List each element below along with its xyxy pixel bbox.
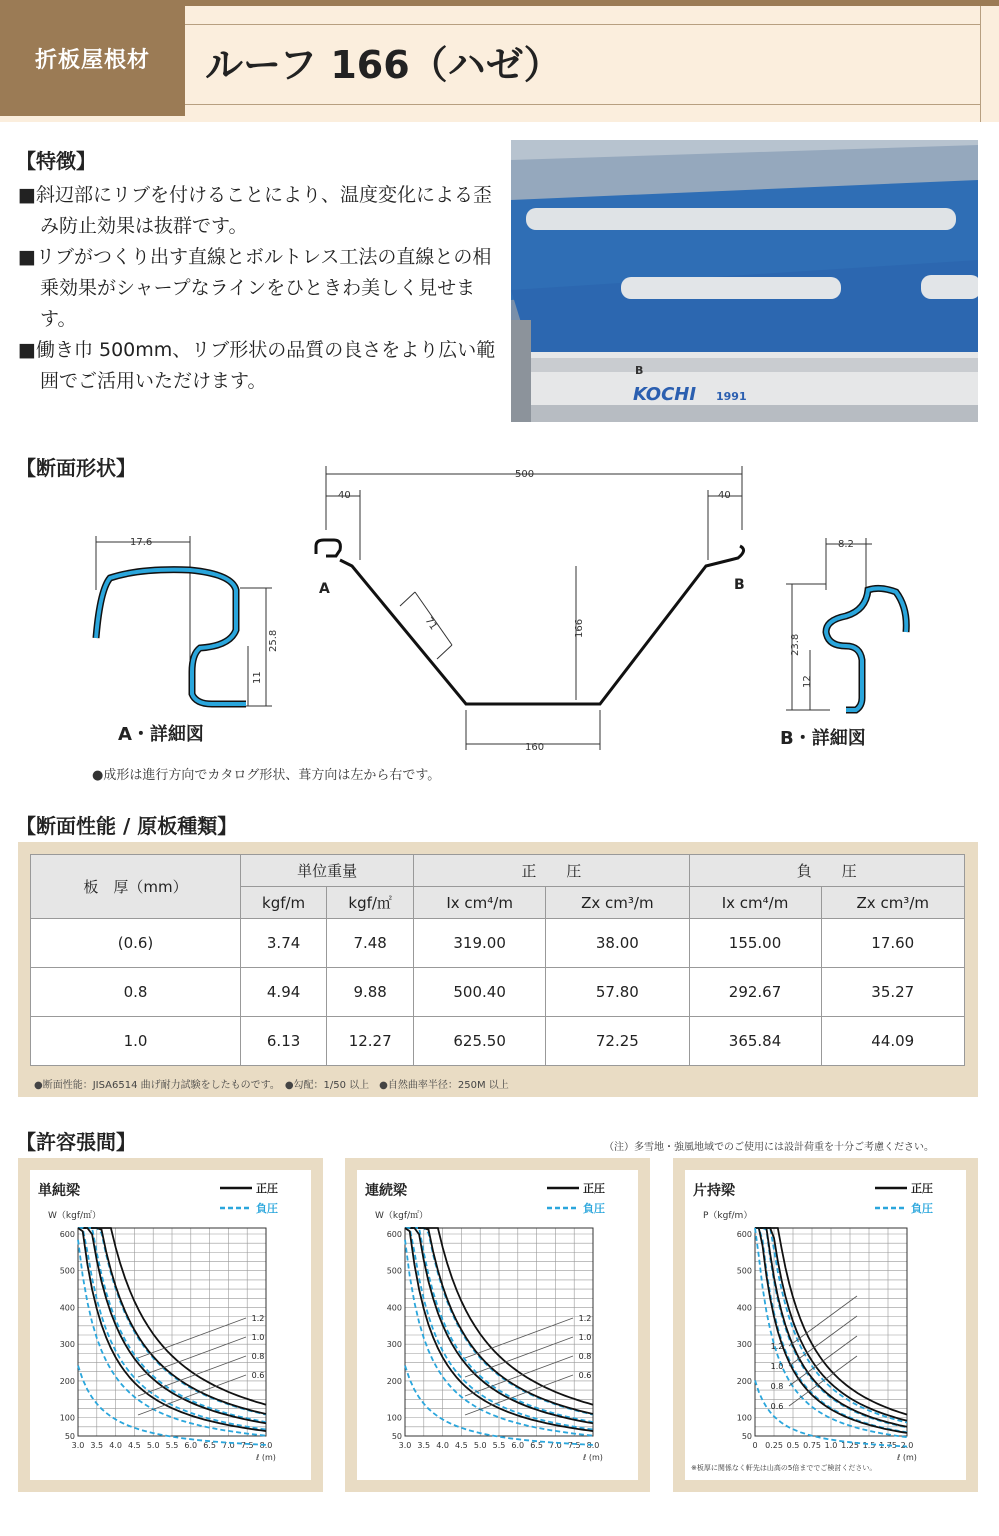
cell: 292.67 — [689, 968, 821, 1017]
thickness-label: 1.0 — [251, 1333, 265, 1342]
header-rule-top — [185, 24, 981, 25]
dim-edge-right: 40 — [718, 490, 731, 501]
th-weight: 単位重量 — [241, 855, 414, 887]
th-sub: Zx cm³/m — [821, 887, 964, 919]
cell: 17.60 — [821, 919, 964, 968]
legend-positive-label: 正圧 — [583, 1182, 605, 1195]
y-tick-label: 500 — [386, 1266, 402, 1276]
cell: 57.80 — [546, 968, 689, 1017]
y-axis-label: P（kgf/m） — [703, 1211, 753, 1221]
cell: 625.50 — [414, 1017, 546, 1066]
y-tick-label: 200 — [736, 1376, 752, 1386]
features-heading: 【特徴】 — [16, 149, 96, 173]
x-tick-label: 1.25 — [841, 1441, 859, 1450]
x-axis-label: ℓ (m) — [583, 1453, 603, 1462]
cell: 4.94 — [241, 968, 327, 1017]
x-tick-label: 3.0 — [71, 1441, 85, 1450]
cell: 9.88 — [327, 968, 414, 1017]
x-axis-label: ℓ (m) — [256, 1453, 276, 1462]
cell: 3.74 — [241, 919, 327, 968]
x-tick-label: 8.0 — [586, 1441, 600, 1450]
chart-title: 単純梁 — [38, 1183, 80, 1199]
x-tick-label: 0 — [752, 1441, 758, 1450]
dim-a-width: 17.6 — [130, 537, 153, 548]
performance-table-panel — [18, 842, 978, 1097]
detail-b-label: B・詳細図 — [780, 728, 866, 749]
cell: 1.0 — [31, 1017, 241, 1066]
legend-negative-label: 負圧 — [583, 1202, 605, 1215]
chart-simple-beam — [30, 1170, 311, 1480]
y-tick-label: 100 — [59, 1413, 75, 1423]
cell: 0.8 — [31, 968, 241, 1017]
y-tick-label: 100 — [386, 1413, 402, 1423]
chart-panel-cantilever — [673, 1158, 978, 1492]
thickness-leader — [138, 1318, 246, 1358]
th-negative: 負 圧 — [689, 855, 964, 887]
photo-mark: B — [635, 364, 644, 377]
label-b: B — [734, 577, 745, 593]
x-tick-label: 7.0 — [222, 1441, 235, 1450]
dim-b-width: 8.2 — [838, 539, 854, 550]
th-sub: Ix cm⁴/m — [414, 887, 546, 919]
dim-b-h1: 23.8 — [790, 633, 801, 656]
legend-negative-label: 負圧 — [911, 1202, 933, 1215]
x-tick-label: 3.0 — [398, 1441, 412, 1450]
y-tick-label: 50 — [741, 1432, 752, 1441]
header-rule-bottom — [185, 104, 981, 105]
chart-cantilever — [685, 1170, 966, 1480]
x-tick-label: 4.5 — [128, 1441, 141, 1450]
y-tick-label: 300 — [59, 1340, 75, 1350]
x-tick-label: 7.5 — [567, 1441, 581, 1450]
dim-slope: 71 — [422, 615, 439, 633]
y-tick-label: 600 — [59, 1230, 75, 1239]
building-photo — [511, 140, 978, 422]
thickness-label: 0.6 — [578, 1371, 592, 1380]
dim-a-h1: 25.8 — [268, 629, 279, 652]
cell: 44.09 — [821, 1017, 964, 1066]
cell: 12.27 — [327, 1017, 414, 1066]
x-tick-label: 1.5 — [862, 1441, 876, 1450]
y-tick-label: 50 — [391, 1432, 402, 1441]
thickness-label: 0.8 — [578, 1352, 592, 1361]
shape-heading: 【断面形状】 — [16, 456, 136, 480]
x-tick-label: 1.0 — [824, 1441, 838, 1450]
label-a: A — [319, 581, 330, 597]
y-tick-label: 400 — [736, 1303, 752, 1313]
th-thickness: 板 厚（mm） — [31, 855, 241, 919]
cell: (0.6) — [31, 919, 241, 968]
thickness-label: 1.2 — [578, 1314, 592, 1323]
y-axis-label: W（kgf/㎡） — [48, 1211, 102, 1221]
table-row — [31, 919, 965, 968]
x-tick-label: 7.5 — [240, 1441, 254, 1450]
x-axis-label: ℓ (m) — [897, 1453, 917, 1462]
thickness-label: 1.2 — [770, 1342, 784, 1351]
dim-width: 500 — [515, 469, 535, 480]
th-sub: Zx cm³/m — [546, 887, 689, 919]
table-row — [31, 1017, 965, 1066]
x-tick-label: 5.0 — [473, 1441, 487, 1450]
cell: 72.25 — [546, 1017, 689, 1066]
feature-item: ■働き巾 500mm、リブ形状の品質の良さをより広い範囲でご活用いただけます。 — [18, 339, 496, 392]
dim-edge-left: 40 — [338, 490, 351, 501]
cell: 35.27 — [821, 968, 964, 1017]
legend-negative-label: 負圧 — [256, 1202, 278, 1215]
cell: 38.00 — [546, 919, 689, 968]
x-tick-label: 3.5 — [90, 1441, 104, 1450]
th-sub: kgf/㎡ — [327, 887, 414, 919]
chart-footnote: ※板厚に関係なく軒先は山高の5倍まででご検討ください。 — [691, 1464, 877, 1472]
cell: 155.00 — [689, 919, 821, 968]
thickness-leader — [789, 1296, 857, 1346]
x-tick-label: 4.0 — [109, 1441, 122, 1450]
span-note: （注）多雪地・強風地域でのご使用には設計荷重を十分ご考慮ください。 — [604, 1142, 934, 1153]
cell: 500.40 — [414, 968, 546, 1017]
x-tick-label: 6.0 — [511, 1441, 525, 1450]
chart-panel-simple — [18, 1158, 323, 1492]
x-tick-label: 6.5 — [203, 1441, 216, 1450]
x-tick-label: 5.5 — [492, 1441, 506, 1450]
th-sub: Ix cm⁴/m — [689, 887, 821, 919]
y-tick-label: 200 — [59, 1376, 75, 1386]
thickness-label: 1.2 — [251, 1314, 265, 1323]
x-tick-label: 0.75 — [803, 1441, 821, 1450]
cell: 319.00 — [414, 919, 546, 968]
feature-item: ■リブがつくり出す直線とボルトレス工法の直線との相乗効果がシャープなラインをひときわ美しく見せます。 — [18, 246, 492, 330]
x-tick-label: 6.0 — [184, 1441, 198, 1450]
feature-item: ■斜辺部にリブを付けることにより、温度変化による歪み防止効果は抜群です。 — [18, 184, 492, 237]
thickness-leader — [789, 1316, 857, 1366]
cell: 365.84 — [689, 1017, 821, 1066]
span-heading: 【許容張間】 — [16, 1130, 136, 1154]
cell: 6.13 — [241, 1017, 327, 1066]
x-tick-label: 0.25 — [765, 1441, 783, 1450]
x-tick-label: 1.75 — [879, 1441, 897, 1450]
thickness-label: 1.0 — [770, 1362, 784, 1371]
y-tick-label: 100 — [736, 1413, 752, 1423]
photo-sign: KOCHI — [633, 384, 697, 405]
y-tick-label: 500 — [59, 1266, 75, 1276]
header-rule-right — [980, 6, 981, 122]
y-axis-label: W（kgf/㎡） — [375, 1211, 429, 1221]
y-tick-label: 500 — [736, 1266, 752, 1276]
chart-title: 連続梁 — [365, 1183, 407, 1199]
x-tick-label: 7.0 — [549, 1441, 562, 1450]
thickness-label: 0.8 — [251, 1352, 265, 1361]
thickness-label: 0.6 — [770, 1402, 784, 1411]
y-tick-label: 400 — [59, 1303, 75, 1313]
thickness-label: 1.0 — [578, 1333, 592, 1342]
y-tick-label: 50 — [64, 1432, 75, 1441]
legend-positive-label: 正圧 — [911, 1182, 933, 1195]
x-tick-label: 6.5 — [530, 1441, 543, 1450]
x-tick-label: 5.5 — [165, 1441, 179, 1450]
cell: 7.48 — [327, 919, 414, 968]
dim-bottom: 160 — [525, 742, 545, 753]
dim-height: 166 — [574, 618, 585, 638]
dim-b-h2: 12 — [802, 675, 813, 688]
chart-title: 片持梁 — [693, 1183, 735, 1199]
photo-sign-year: 1991 — [716, 390, 747, 403]
x-tick-label: 3.5 — [417, 1441, 431, 1450]
y-tick-label: 600 — [736, 1230, 752, 1239]
y-tick-label: 200 — [386, 1376, 402, 1386]
th-sub: kgf/m — [241, 887, 327, 919]
th-positive: 正 圧 — [414, 855, 689, 887]
chart-continuous-beam — [357, 1170, 638, 1480]
x-tick-label: 0.5 — [786, 1441, 800, 1450]
y-tick-label: 300 — [386, 1340, 402, 1350]
table-heading: 【断面性能 / 原板種類】 — [16, 814, 238, 838]
table-note: ●断面性能：JISA6514 曲げ耐力試験をしたものです。 ●勾配：1/50 以上 ●自然曲率半径：250M 以上 — [34, 1080, 509, 1091]
dim-a-h2: 11 — [252, 671, 263, 684]
legend-positive-label: 正圧 — [256, 1182, 278, 1195]
detail-a-label: A・詳細図 — [118, 724, 204, 745]
x-tick-label: 5.0 — [146, 1441, 160, 1450]
thickness-leader — [465, 1318, 573, 1358]
y-tick-label: 600 — [386, 1230, 402, 1239]
y-tick-label: 300 — [736, 1340, 752, 1350]
x-tick-label: 8.0 — [259, 1441, 273, 1450]
cross-section-diagram — [0, 460, 999, 780]
thickness-label: 0.8 — [770, 1382, 784, 1391]
x-tick-label: 2.0 — [900, 1441, 914, 1450]
x-tick-label: 4.5 — [455, 1441, 468, 1450]
x-tick-label: 4.0 — [436, 1441, 449, 1450]
page-title: ルーフ 166（ハゼ） — [205, 43, 562, 87]
category-label: 折板屋根材 — [0, 0, 185, 116]
performance-table — [30, 854, 965, 1066]
features-list — [18, 180, 496, 397]
y-tick-label: 400 — [386, 1303, 402, 1313]
shape-note: ●成形は進行方向でカタログ形状、葺方向は左から右です。 — [92, 768, 441, 783]
thickness-label: 0.6 — [251, 1371, 265, 1380]
table-row — [31, 968, 965, 1017]
chart-panel-continuous — [345, 1158, 650, 1492]
